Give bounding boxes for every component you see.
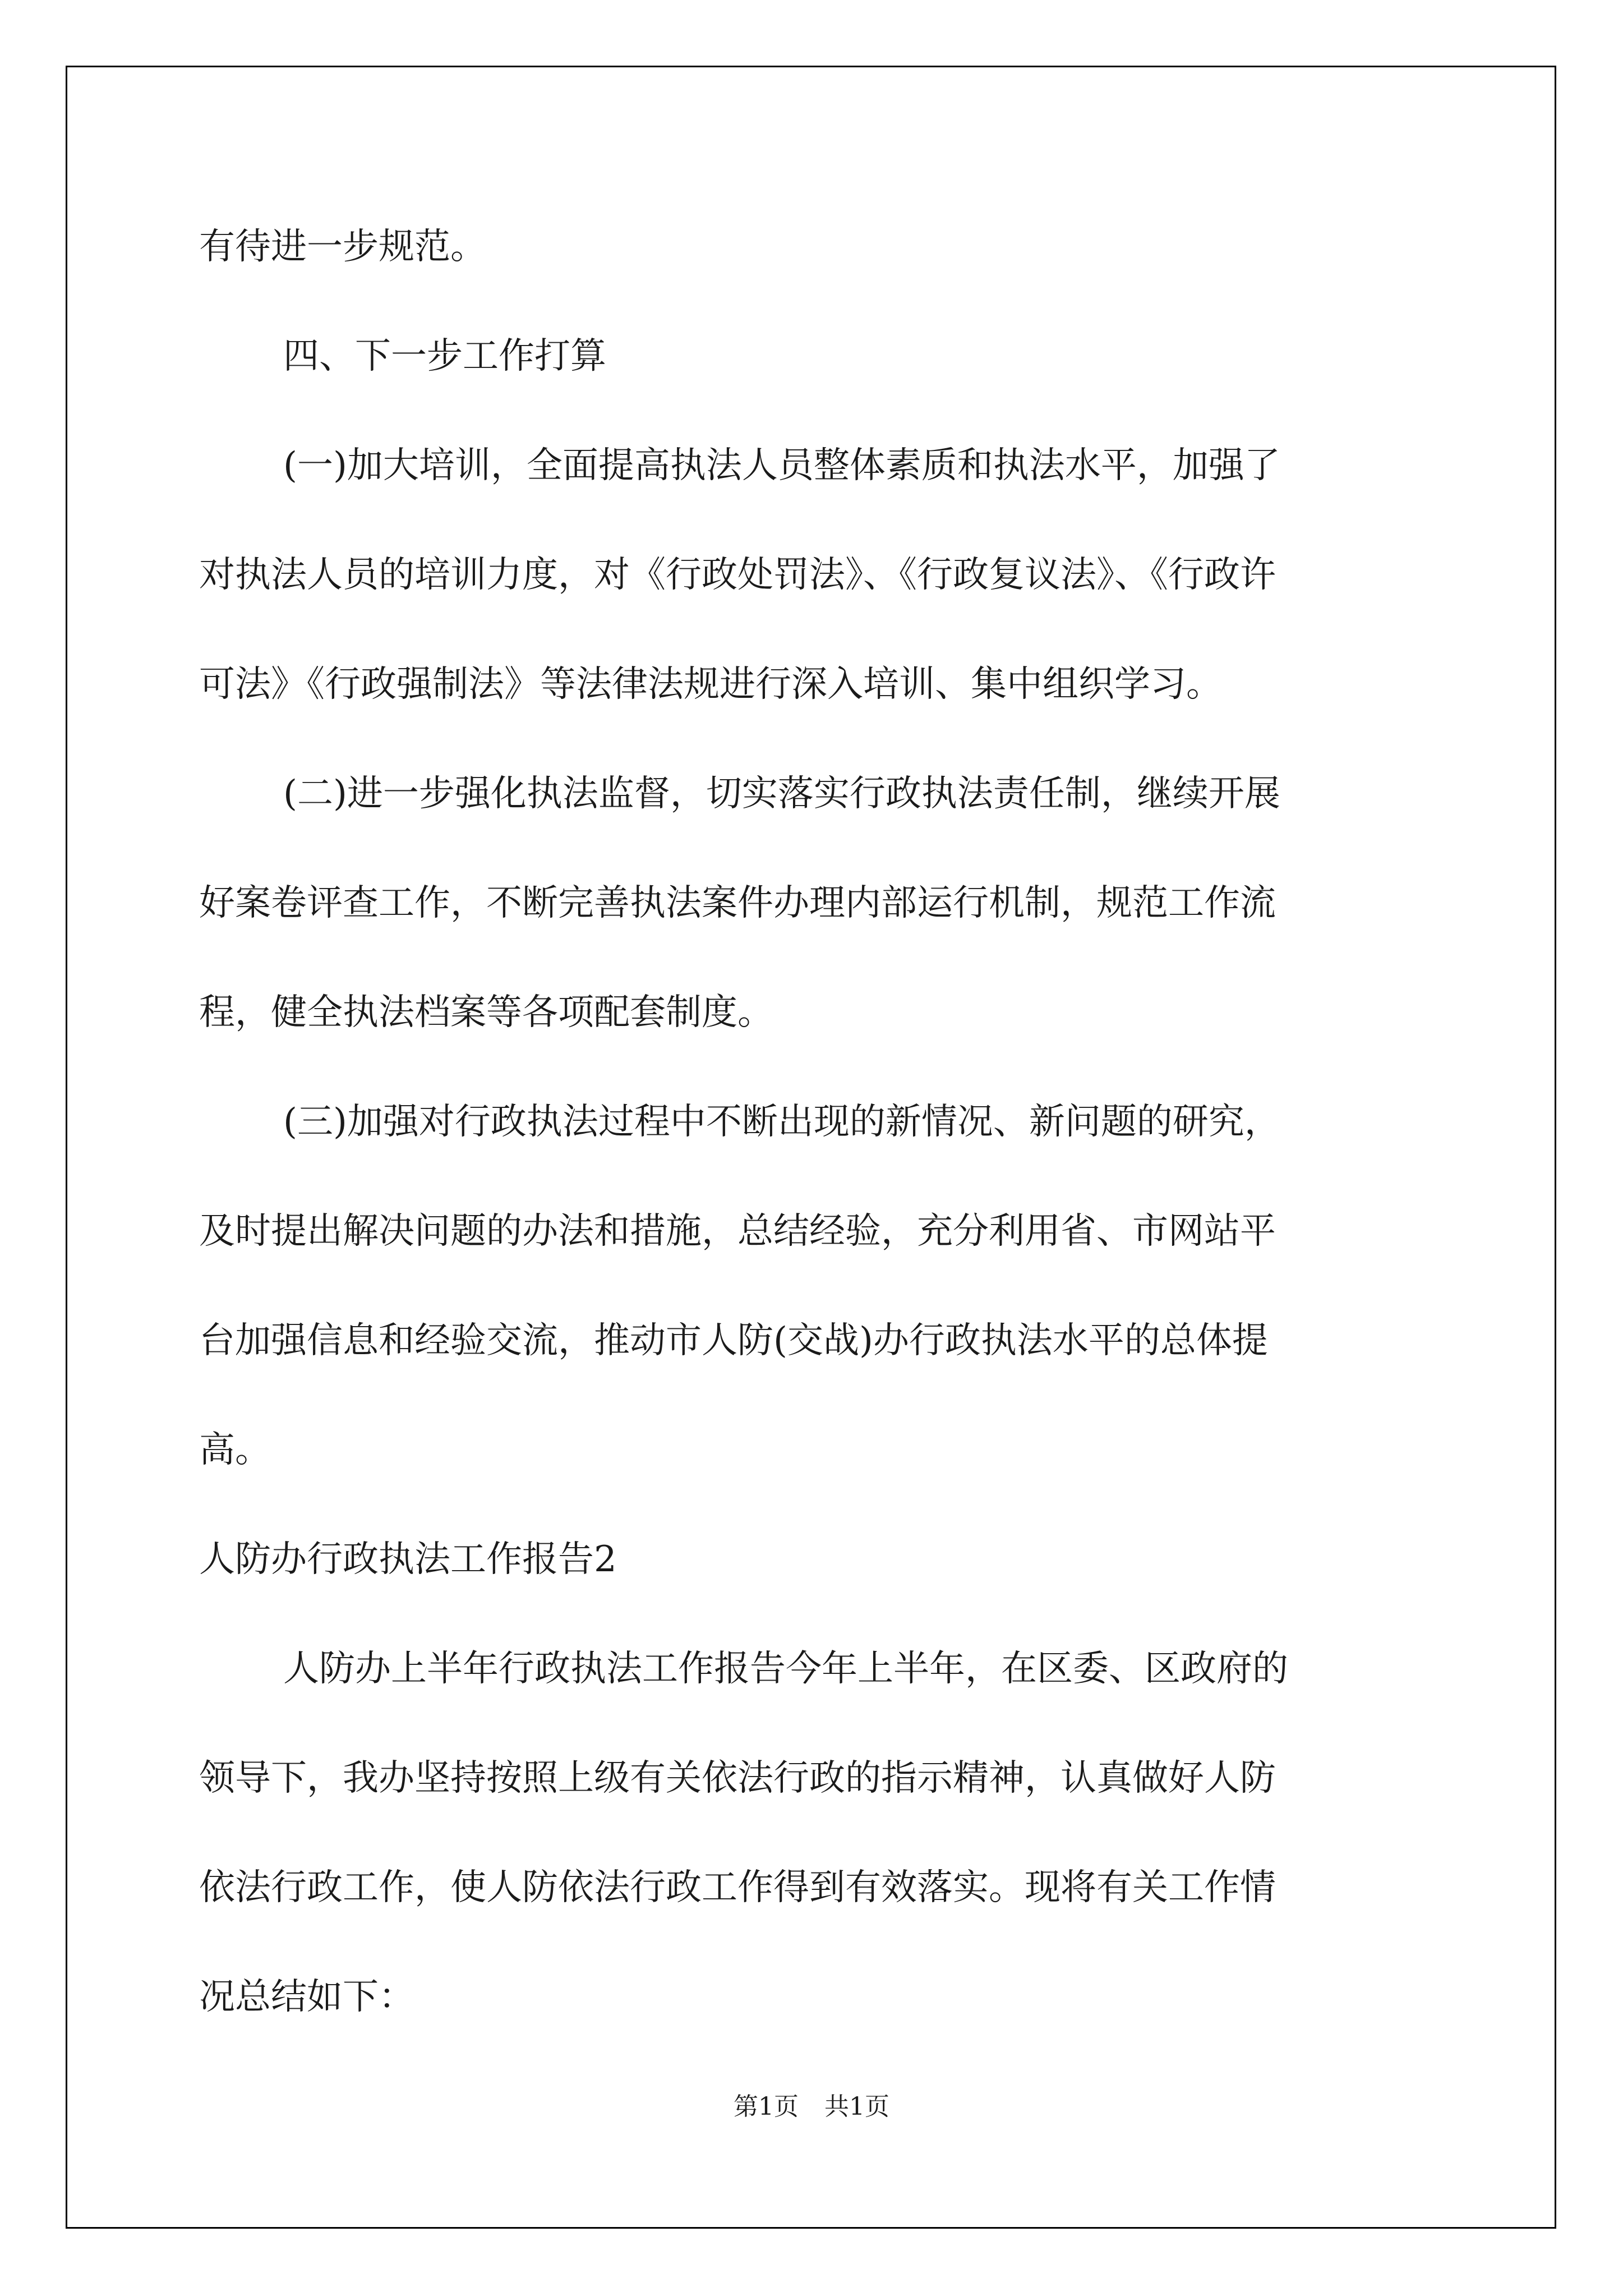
text-line: 人防办上半年行政执法工作报告今年上半年，在区委、区政府的 [283,1648,1288,1690]
section-heading: 四、下一步工作打算 [283,335,606,377]
text-line: 程，健全执法档案等各项配套制度。 [199,992,773,1033]
text-line: (一)加大培训，全面提高执法人员整体素质和执法水平，加强了 [283,445,1280,486]
page-number: 第1页 [734,2092,799,2121]
text-line: 及时提出解决问题的办法和措施，总结经验，充分利用省、市网站平 [199,1211,1276,1252]
text-line: 台加强信息和经验交流，推动市人防(交战)办行政执法水平的总体提 [199,1320,1268,1361]
page-total: 共1页 [824,2092,889,2121]
text-line: 可法》《行政强制法》等法律法规进行深入培训、集中组织学习。 [199,664,1222,705]
text-line: 况总结如下： [199,1976,414,2018]
page-footer [0,2091,1623,2123]
text-line: 高。 [199,1429,271,1471]
report-title: 人防办行政执法工作报告2 [199,1539,617,1580]
text-line: (三)加强对行政执法过程中不断出现的新情况、新问题的研究， [283,1101,1280,1143]
text-line: 依法行政工作，使人防依法行政工作得到有效落实。现将有关工作情 [199,1867,1276,1908]
text-line: 领导下，我办坚持按照上级有关依法行政的指示精神，认真做好人防 [199,1757,1276,1799]
text-line: 对执法人员的培训力度，对《行政处罚法》、《行政复议法》、《行政许 [199,554,1276,596]
text-line: 有待进一步规范。 [199,226,486,268]
text-line: (二)进一步强化执法监督，切实落实行政执法责任制，继续开展 [283,773,1280,815]
text-line: 好案卷评查工作，不断完善执法案件办理内部运行机制，规范工作流 [199,882,1276,924]
